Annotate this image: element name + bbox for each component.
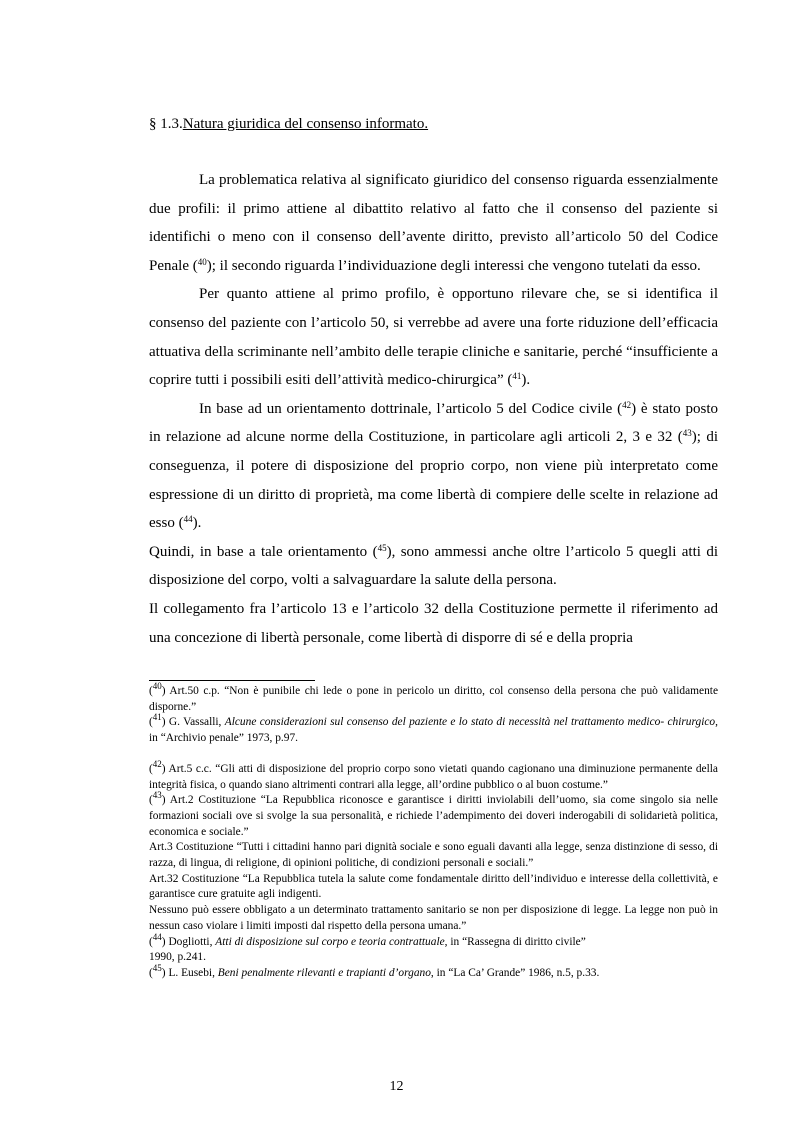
page-number: 12 — [389, 1079, 404, 1094]
footnote-42: ($^{42}$) Art.5 c.c. “Gli atti di disposizione del proprio corpo sono vietati quando cagionano una diminuzione permanente della integrità fisica, o quando siano altrimenti contrari alla legge, all’ordine pubblico o al buon costume.” — [149, 758, 718, 791]
footnote-43-art3: Art.3 Costituzione “Tutti i cittadini hanno pari dignità sociale e sono eguali davanti alla legge, senza distinzione di sesso, di razza, di lingua, di religione, di opinioni politiche, di condizioni personali e sociali.” — [149, 841, 718, 870]
footnote-ref-42[interactable]: 42 — [622, 399, 632, 410]
paragraph-2: Per quanto attiene al primo profilo, è opportuno rilevare che, se si identifica il consenso del paziente con l’articolo 50, si verrebbe ad avere una forte riduzione dell’efficacia attuativa della scriminante nell’ambito delle terapie cliniche e sanitarie, perché “insufficiente a coprire tutti i possibili esiti dell’attività medico-chirurgica” ($^{41}$). — [149, 286, 718, 389]
footnote-ref-43[interactable]: 43 — [682, 428, 692, 439]
footnote-45: ($^{45}$) L. Eusebi, Beni penalmente rilevanti e trapianti d’organo, in “La Ca’ Grande” 1986, n.5, p.33. — [149, 962, 600, 979]
body-text — [149, 166, 718, 652]
footnote-43-art32: Art.32 Costituzione “La Repubblica tutela la salute come fondamentale diritto dell’individuo e interesse della collettività, e garantisce cure gratuite agli indigenti. — [149, 872, 718, 901]
footnote-ref-45[interactable]: 45 — [377, 542, 387, 553]
footnote-41: ($^{41}$) G. Vassalli, Alcune considerazioni sul consenso del paziente e lo stato di necessità nel trattamento medico- chirurgico, in “Archivio penale” 1973, p.97. — [149, 712, 718, 745]
paragraph-3: In base ad un orientamento dottrinale, l’articolo 5 del Codice civile ($^{42}$) è stato posto in relazione ad alcune norme della Costituzione, in particolare agli articoli 2, 3 e 32 ($^{43}$); di conseguenza, il potere di disposizione del proprio corpo, non viene più interpretato come espressione di un diritto di proprietà, ma come libertà di compiere delle scelte in relazione ad esso ($^{44}$). — [149, 399, 718, 532]
section-heading — [149, 115, 428, 133]
footnote-ref-44[interactable]: 44 — [183, 514, 193, 525]
footnote-divider — [149, 680, 315, 681]
footnote-44: ($^{44}$) Dogliotti, Atti di disposizione sul corpo e teoria contrattuale, in “Rassegna di diritto civile” — [149, 931, 586, 948]
footnote-ref-40[interactable]: 40 — [197, 256, 207, 267]
section-title: Natura giuridica del consenso informato. — [182, 116, 429, 132]
footnote-ref-41[interactable]: 41 — [512, 371, 522, 382]
paragraph-5: Il collegamento fra l’articolo 13 e l’articolo 32 della Costituzione permette il riferimento ad una concezione di libertà personale, come libertà di disporre di sé e della propria — [149, 600, 718, 646]
paragraph-1: La problematica relativa al significato giuridico del consenso riguarda essenzialmente due profili: il primo attiene al dibattito relativo al fatto che il consenso del paziente si identifichi o meno con il consenso dell’avente diritto, previsto all’articolo 50 del Codice Penale ($^{40}$); il secondo riguarda l’individuazione degli interessi che vengono tutelati da esso. — [149, 172, 718, 274]
footnote-44-year: 1990, p.241. — [149, 951, 206, 964]
footnote-43-art32-cont: Nessuno può essere obbligato a un determinato trattamento sanitario se non per disposizione di legge. La legge non può in nessun caso violare i limiti imposti dal rispetto della persona umana.” — [149, 904, 718, 932]
footnote-43: ($^{43}$) Art.2 Costituzione “La Repubblica riconosce e garantisce i diritti inviolabili dell’uomo, sia come singolo sia nelle formazioni sociali ove si svolge la sua personalità, e richiede l’adempimento dei doveri inderogabili di solidarietà politica, economica e sociale.” — [149, 790, 718, 838]
footnote-40: ($^{40}$) Art.50 c.p. “Non è punibile chi lede o pone in pericolo un diritto, col consenso della persona che può validamente disporne.” — [149, 681, 718, 713]
section-number: § 1.3. — [149, 116, 183, 132]
paragraph-4: Quindi, in base a tale orientamento ($^{45}$), sono ammessi anche oltre l’articolo 5 quegli atti di disposizione del corpo, volti a salvaguardare la salute della persona. — [149, 542, 718, 589]
footnotes — [149, 681, 718, 982]
